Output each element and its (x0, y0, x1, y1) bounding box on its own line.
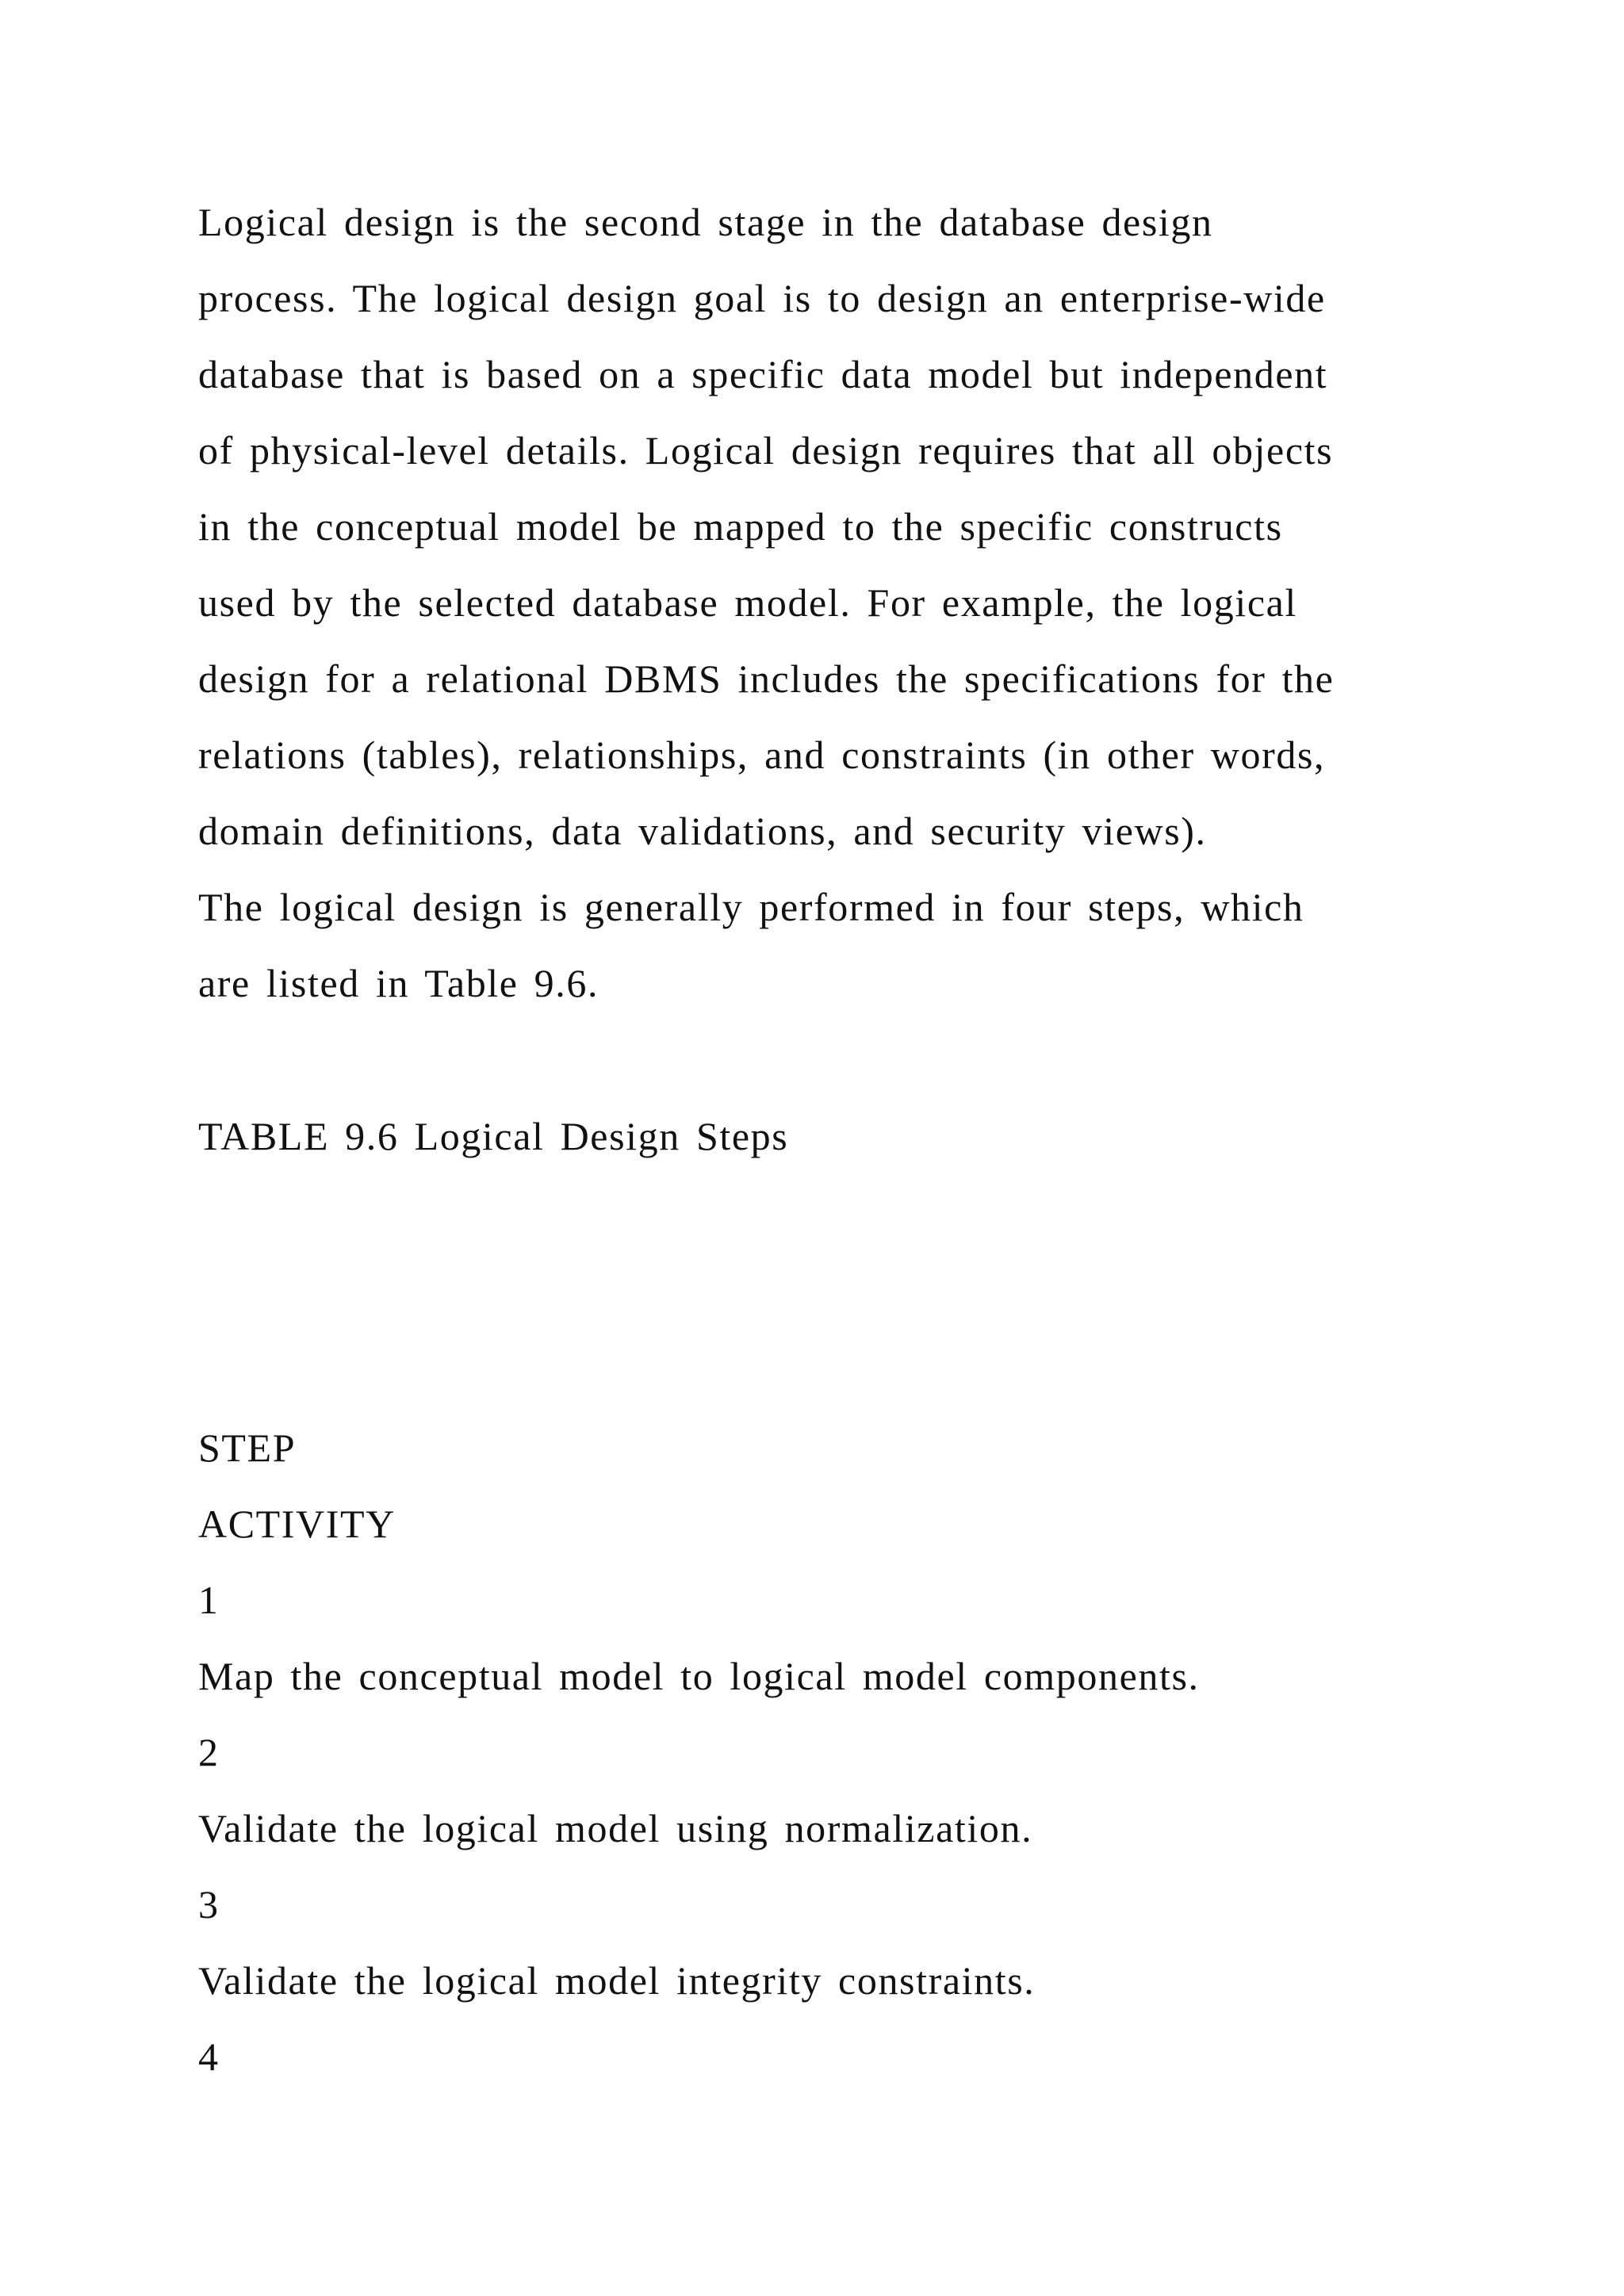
paragraph-line: in the conceptual model be mapped to the specific constructs (198, 504, 1283, 549)
paragraph-line: process. The logical design goal is to design an enterprise-wide (198, 276, 1326, 320)
table-caption: TABLE 9.6 Logical Design Steps (198, 1114, 789, 1158)
table-cell-step: 2 (198, 1730, 220, 1774)
paragraph-line: The logical design is generally performed in four steps, which (198, 885, 1304, 929)
table-header-step: STEP (198, 1425, 297, 1470)
table-cell-activity: Validate the logical model using normalization. (198, 1806, 1033, 1850)
table-cell-step: 3 (198, 1882, 220, 1927)
paragraph-line: used by the selected database model. For example, the logical (198, 580, 1297, 625)
paragraph-line: design for a relational DBMS includes the specifications for the (198, 656, 1335, 701)
paragraph-line: relations (tables), relationships, and constraints (in other words, (198, 733, 1326, 777)
table-cell-activity: Validate the logical model integrity constraints. (198, 1958, 1036, 2003)
paragraph-line: database that is based on a specific data model but independent (198, 352, 1328, 396)
paragraph-line: Logical design is the second stage in the database design (198, 200, 1213, 244)
paragraph-line: are listed in Table 9.6. (198, 961, 599, 1005)
table-header-activity: ACTIVITY (198, 1502, 396, 1546)
paragraph-line: of physical-level details. Logical design requires that all objects (198, 428, 1334, 473)
table-cell-step: 1 (198, 1578, 220, 1622)
paragraph-line: domain definitions, data validations, and security views). (198, 809, 1207, 853)
table-cell-step: 4 (198, 2034, 220, 2079)
table-cell-activity: Map the conceptual model to logical model components. (198, 1654, 1200, 1698)
